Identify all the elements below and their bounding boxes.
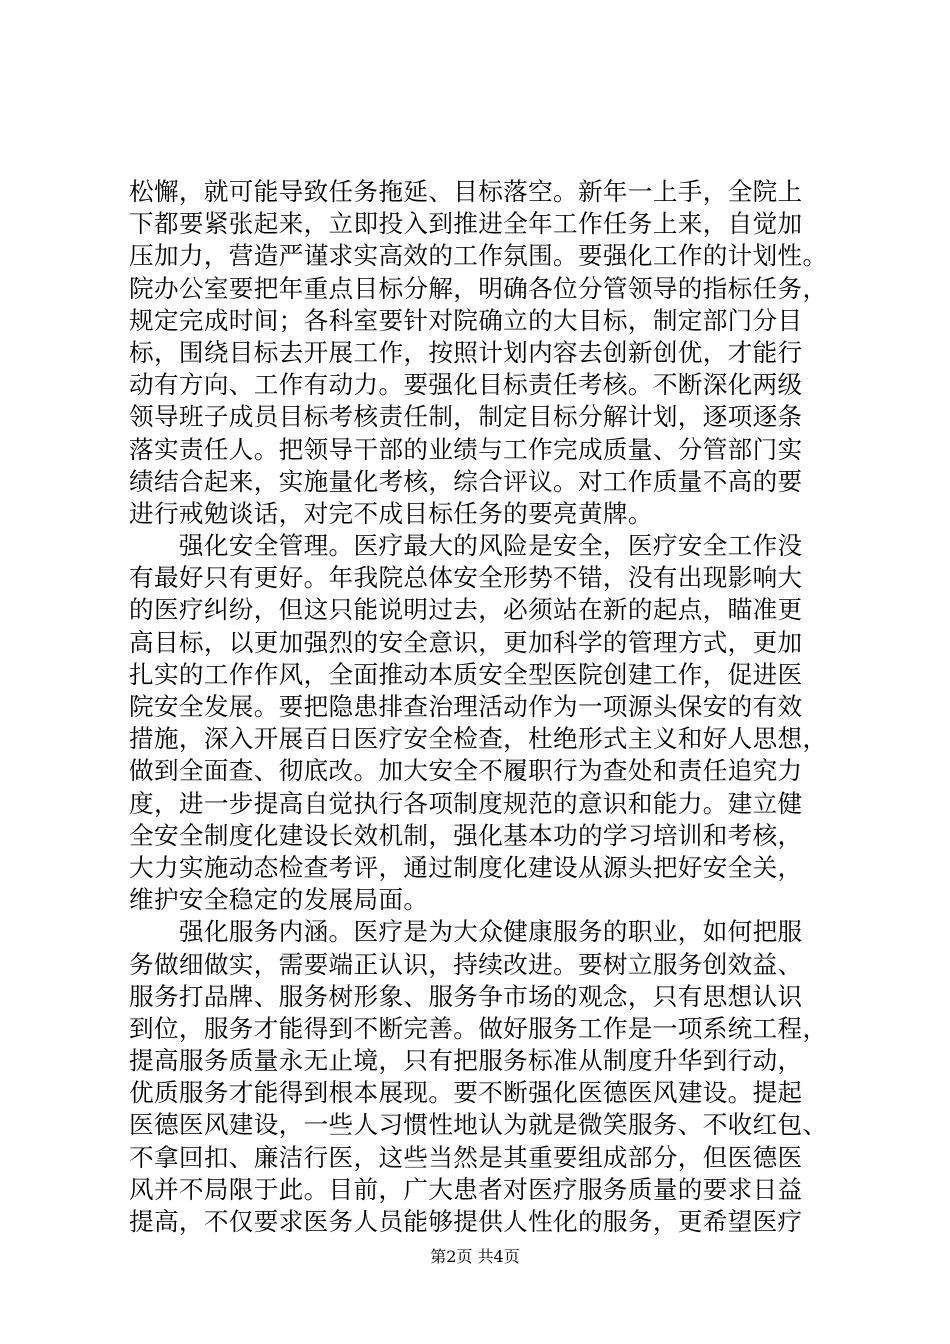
text-line: 做到全面查、彻底改。加大安全不履职行为查处和责任追究力 [129, 756, 803, 786]
page-footer: 第2页 共4页 [430, 1247, 520, 1266]
text-line: 医德医风建设，一些人习惯性地认为就是微笑服务、不收红包、 [129, 1110, 828, 1140]
text-line: 高目标，以更加强烈的安全意识，更加科学的管理方式，更加 [129, 627, 803, 657]
text-line: 风并不局限于此。目前，广大患者对医疗服务质量的要求日益 [129, 1174, 803, 1204]
text-line: 压加力，营造严谨求实高效的工作氛围。要强化工作的计划性。 [129, 241, 828, 271]
text-line: 有最好只有更好。年我院总体安全形势不错，没有出现影响大 [129, 563, 803, 593]
text-line: 强化服务内涵。医疗是为大众健康服务的职业，如何把服 [129, 917, 803, 947]
text-line: 的医疗纠纷，但这只能说明过去，必须站在新的起点，瞄准更 [129, 595, 803, 625]
text-line: 大力实施动态检查考评，通过制度化建设从源头把好安全关， [129, 852, 803, 882]
text-line: 动有方向、工作有动力。要强化目标责任考核。不断深化两级 [129, 370, 803, 400]
text-line: 不拿回扣、廉洁行医，这些当然是其重要组成部分，但医德医 [129, 1142, 803, 1172]
text-line: 领导班子成员目标考核责任制，制定目标分解计划，逐项逐条 [129, 402, 803, 432]
text-line: 提高，不仅要求医务人员能够提供人性化的服务，更希望医疗 [129, 1207, 803, 1236]
text-line: 进行戒勉谈话，对完不成目标任务的要亮黄牌。 [129, 498, 653, 528]
text-line: 度，进一步提高自觉执行各项制度规范的意识和能力。建立健 [129, 788, 803, 818]
text-line: 落实责任人。把领导干部的业绩与工作完成质量、分管部门实 [129, 434, 803, 464]
text-line: 松懈，就可能导致任务拖延、目标落空。新年一上手，全院上 [129, 177, 803, 206]
text-line: 院安全发展。要把隐患排查治理活动作为一项源头保安的有效 [129, 692, 803, 721]
text-line: 规定完成时间；各科室要针对院确立的大目标，制定部门分目 [129, 305, 803, 335]
text-line: 标，围绕目标去开展工作，按照计划内容去创新创优，才能行 [129, 337, 803, 367]
text-line: 提高服务质量永无止境，只有把服务标准从制度升华到行动， [129, 1046, 803, 1076]
text-line: 扎实的工作作风，全面推动本质安全型医院创建工作，促进医 [129, 659, 803, 689]
text-line: 优质服务才能得到根本展现。要不断强化医德医风建设。提起 [129, 1078, 803, 1108]
text-line: 到位，服务才能得到不断完善。做好服务工作是一项系统工程， [129, 1013, 828, 1043]
text-line: 服务打品牌、服务树形象、服务争市场的观念，只有思想认识 [129, 981, 803, 1011]
text-line: 务做细做实，需要端正认识，持续改进。要树立服务创效益、 [129, 949, 803, 979]
text-line: 下都要紧张起来，立即投入到推进全年工作任务上来，自觉加 [129, 209, 803, 239]
text-line: 绩结合起来，实施量化考核，综合评议。对工作质量不高的要 [129, 466, 803, 496]
text-line: 全安全制度化建设长效机制，强化基本功的学习培训和考核， [129, 820, 803, 850]
text-line: 措施，深入开展百日医疗安全检查，杜绝形式主义和好人思想， [129, 724, 828, 754]
text-line: 院办公室要把年重点目标分解，明确各位分管领导的指标任务， [129, 273, 828, 303]
text-line: 强化安全管理。医疗最大的风险是安全，医疗安全工作没 [129, 531, 803, 561]
text-line: 维护安全稳定的发展局面。 [129, 885, 429, 915]
body-text [129, 176, 829, 1238]
